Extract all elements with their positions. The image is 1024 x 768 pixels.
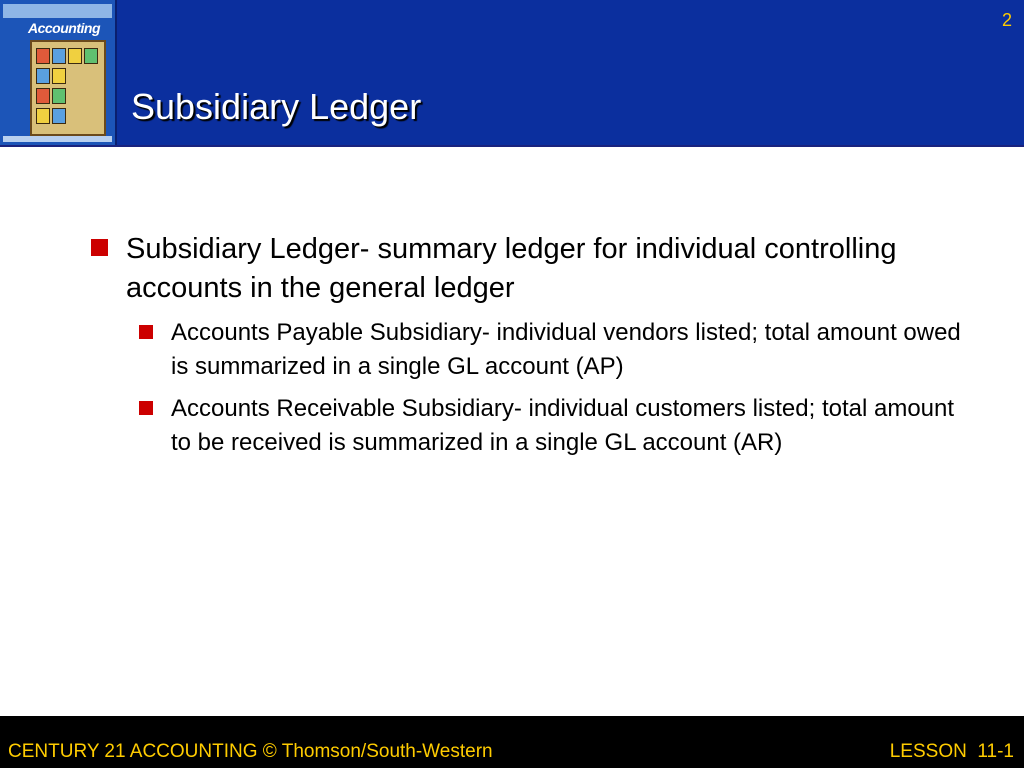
cover-window (52, 68, 66, 84)
cover-building-illustration (30, 40, 106, 136)
sub-bullet-text: Accounts Receivable Subsidiary- individual customers listed; total amount to be received is summarized in a single GL account (AR) (171, 395, 955, 456)
book-cover-image (0, 0, 117, 145)
cover-top-band (3, 4, 112, 18)
cover-window (52, 48, 66, 64)
cover-window (84, 48, 98, 64)
cover-window (52, 108, 66, 124)
sub-bullet-item (134, 392, 968, 460)
cover-window (52, 88, 66, 104)
square-bullet-icon (139, 325, 153, 339)
square-bullet-icon (91, 239, 108, 256)
cover-window (36, 68, 50, 84)
cover-window (36, 88, 50, 104)
bullet-text: Subsidiary Ledger- summary ledger for individual controlling accounts in the general ledger (126, 233, 897, 304)
slide-footer (0, 716, 1024, 768)
cover-logo-text: Accounting (28, 20, 100, 36)
cover-window (36, 48, 50, 64)
footer-copyright: CENTURY 21 ACCOUNTING © Thomson/South-Western (8, 741, 493, 762)
sub-bullet-text: Accounts Payable Subsidiary- individual vendors listed; total amount owed is summarized in a single GL account (AP) (171, 319, 961, 380)
slide-content (88, 230, 968, 460)
cover-window (36, 108, 50, 124)
cover-window (68, 48, 82, 64)
page-number: 2 (1001, 10, 1012, 30)
sub-bullet-item (134, 316, 968, 384)
footer-lesson: LESSON 11-1 (889, 741, 1014, 762)
slide-header (0, 0, 1024, 147)
square-bullet-icon (139, 401, 153, 415)
bullet-item (88, 230, 968, 308)
slide-title: Subsidiary Ledger (131, 86, 422, 127)
cover-bottom-band (3, 136, 112, 142)
